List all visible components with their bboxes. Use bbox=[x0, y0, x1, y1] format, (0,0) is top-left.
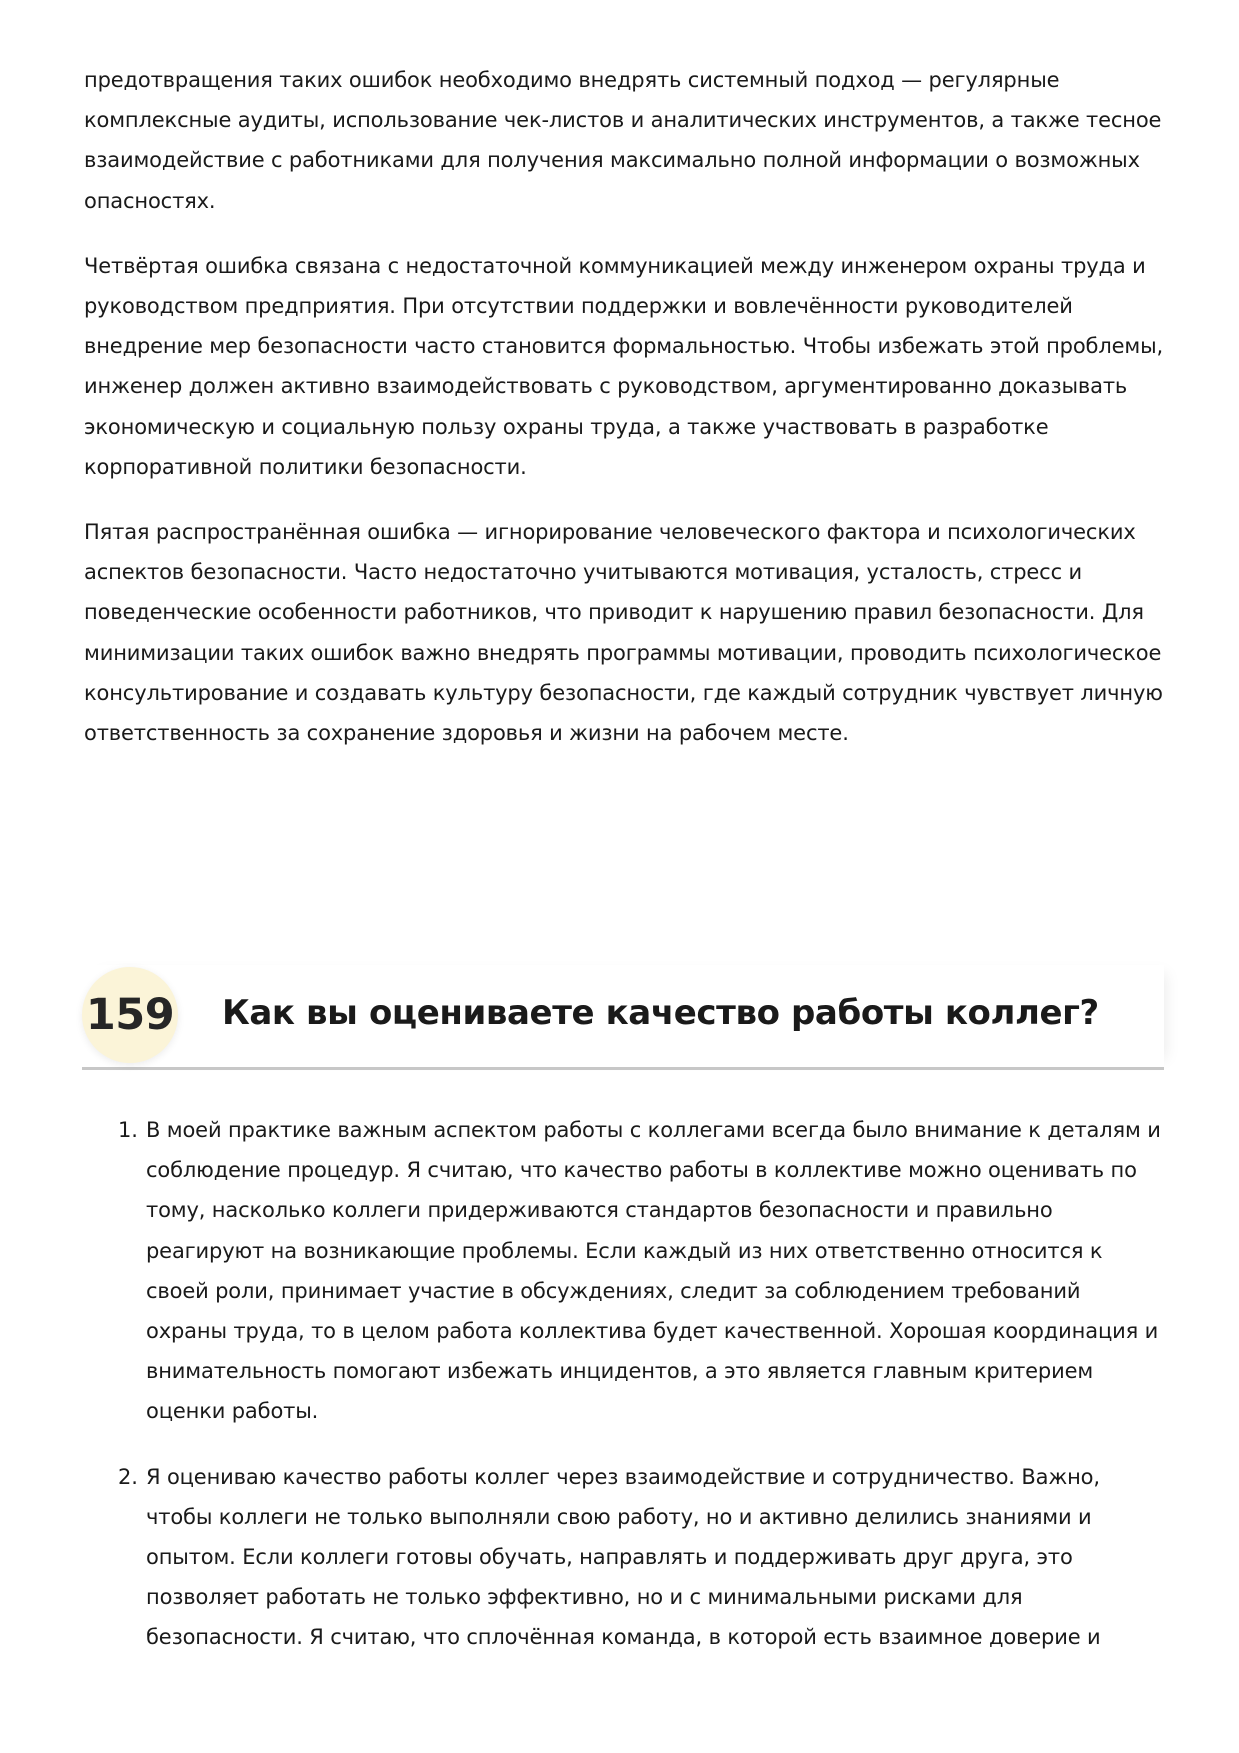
answer-number: 2. bbox=[118, 1464, 138, 1489]
answer-number: 1. bbox=[118, 1118, 138, 1142]
paragraph: предотвращения таких ошибок необходимо внедрять системный подход — регулярные комплексные аудиты, использование чек-листов и аналитических инструментов, а также тесное взаимодействие с работниками для получения максимально полной информации о возможных опасностях. bbox=[84, 68, 1162, 213]
question-number-badge: 159 bbox=[82, 967, 178, 1063]
answer-list bbox=[118, 1110, 1166, 1683]
answer-text: Я оцениваю качество работы коллег через взаимодействие и сотрудничество. Важно, чтобы коллеги не только выполняли свою работу, но и активно делились знаниями и опытом. Если коллеги готовы обучать, направлять и поддерживать друг друга, это позволяет работать не только эффективно, но и с минимальными рисками для безопасности. Я считаю, что сплочённая команда, в которой есть взаимное доверие и bbox=[146, 1464, 1101, 1650]
intro-section bbox=[84, 60, 1164, 778]
paragraph: Пятая распространённая ошибка — игнорирование человеческого фактора и психологических аспектов безопасности. Часто недостаточно учитываются мотивация, усталость, стресс и поведенческие особенности работников, что приводит к нарушению правил безопасности. Для минимизации таких ошибок важно внедрять программы мотивации, проводить психологическое консультирование и создавать культуру безопасности, где каждый сотрудник чувствует личную ответственность за сохранение здоровья и жизни на рабочем месте. bbox=[84, 520, 1163, 746]
answer-text: В моей практике важным аспектом работы с коллегами всегда было внимание к деталям и соблюдение процедур. Я считаю, что качество работы в коллективе можно оценивать по тому, насколько коллеги придерживаются стандартов безопасности и правильно реагируют на возникающие проблемы. Если каждый из них ответственно относится к своей роли, принимает участие в обсуждениях, следит за соблюдением требований охраны труда, то в целом работа коллектива будет качественной. Хорошая координация и внимательность помогают избежать инцидентов, а это является главным критерием оценки работы. bbox=[146, 1118, 1161, 1424]
answer-item bbox=[118, 1110, 1166, 1432]
question-header bbox=[82, 965, 1164, 1071]
paragraph: Четвёртая ошибка связана с недостаточной коммуникацией между инженером охраны труда и руководством предприятия. При отсутствии поддержки и вовлечённости руководителей внедрение мер безопасности часто становится формальностью. Чтобы избежать этой проблемы, инженер должен активно взаимодействовать с руководством, аргументированно доказывать экономическую и социальную пользу охраны труда, а также участвовать в разработке корпоративной политики безопасности. bbox=[84, 253, 1164, 479]
question-title: Как вы оцениваете качество работы коллег? bbox=[222, 993, 1099, 1033]
answer-item bbox=[118, 1457, 1166, 1658]
question-divider bbox=[82, 1067, 1164, 1070]
